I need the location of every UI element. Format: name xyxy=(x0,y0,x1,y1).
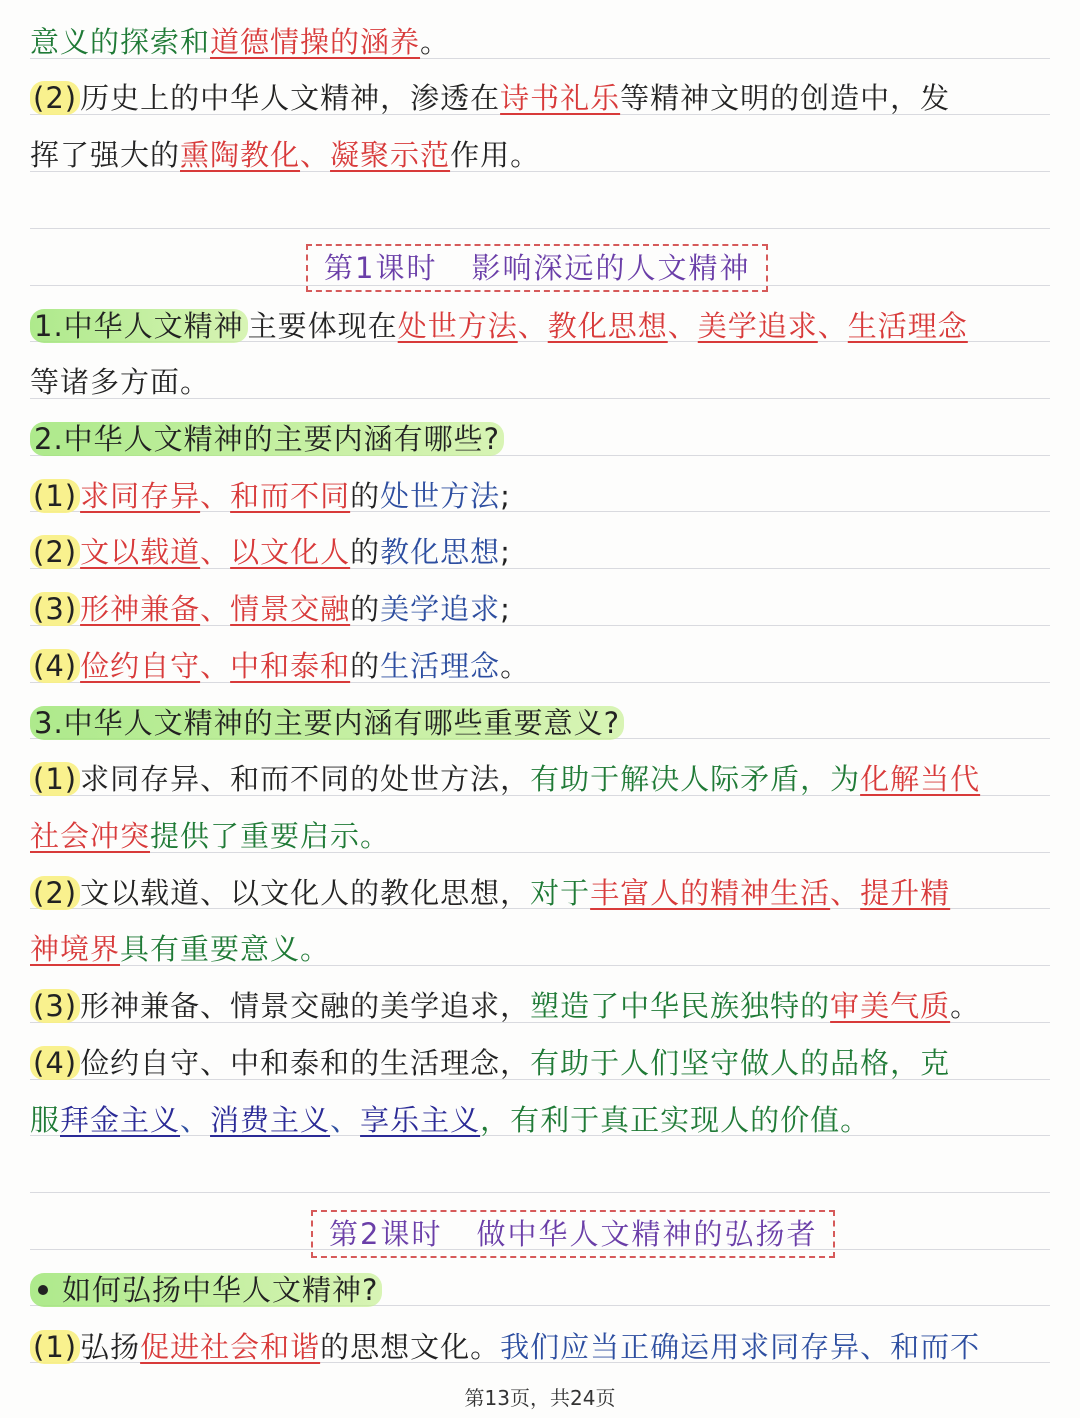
item-number: (1) xyxy=(30,1330,80,1364)
text-span: 、 xyxy=(817,309,848,343)
text-line xyxy=(30,759,1052,799)
item-number: (1) xyxy=(30,762,80,796)
key-term: 形神兼备 xyxy=(80,592,201,626)
text-span: ; xyxy=(500,592,511,626)
key-term: 道德情操的涵养 xyxy=(210,25,421,59)
text-span: 、 xyxy=(830,876,861,910)
lesson-number: 第1课时 xyxy=(324,251,438,285)
key-term: 拜金主义 xyxy=(60,1103,181,1137)
text-span: 俭约自守、中和泰和的生活理念， xyxy=(80,1046,531,1080)
key-term: 审美气质 xyxy=(830,989,951,1023)
text-span: 、 xyxy=(517,309,548,343)
text-span: ; xyxy=(500,479,511,513)
question-heading: 1.中华人文精神 xyxy=(30,309,248,343)
key-term: 教化思想 xyxy=(547,309,668,343)
text-line xyxy=(30,1100,1052,1140)
text-span: 等精神文明的创造中，发 xyxy=(620,81,951,115)
text-span: 、 xyxy=(330,1103,361,1137)
text-span: 的 xyxy=(350,592,381,626)
text-span: 生活理念 xyxy=(380,649,501,683)
text-line xyxy=(30,532,1052,572)
page-number: 第13页，共24页 xyxy=(464,1386,616,1410)
key-term: 化解当代 xyxy=(860,762,981,796)
text-span: 弘扬 xyxy=(80,1330,141,1364)
key-term: 以文化人 xyxy=(230,535,351,569)
text-span: 的思想文化。 xyxy=(320,1330,501,1364)
text-line xyxy=(30,873,1052,913)
text-line xyxy=(30,78,1052,118)
text-span: 塑造了中华民族独特的 xyxy=(530,989,831,1023)
text-line xyxy=(30,362,1052,402)
key-term: 俭约自守 xyxy=(80,649,201,683)
text-span: 有助于人们坚守做人的品格，克 xyxy=(530,1046,951,1080)
key-term: 社会冲突 xyxy=(30,819,151,853)
text-span: 、 xyxy=(200,592,231,626)
lesson-title-box xyxy=(311,1210,835,1258)
key-term: 消费主义 xyxy=(210,1103,331,1137)
key-term: 美学追求 xyxy=(697,309,818,343)
text-span: 意义的探索和 xyxy=(30,25,211,59)
text-span: 有助于解决人际矛盾，为 xyxy=(530,762,861,796)
bullet-icon xyxy=(38,1285,48,1295)
key-term: 丰富人的精神生活 xyxy=(590,876,831,910)
text-span: 我们应当正确运用求同存异、和而不 xyxy=(500,1330,981,1364)
key-term: 生活理念 xyxy=(847,309,968,343)
text-span: ; xyxy=(500,535,511,569)
key-term: 求同存异 xyxy=(80,479,201,513)
text-span: 等诸多方面。 xyxy=(30,365,211,399)
text-line xyxy=(30,929,1052,969)
lesson-title: 做中华人文精神的弘扬者 xyxy=(476,1217,818,1251)
text-span: 、 xyxy=(200,649,231,683)
text-span: 、 xyxy=(180,1103,211,1137)
key-term: 处世方法 xyxy=(397,309,518,343)
text-span: 挥了强大的 xyxy=(30,138,181,172)
item-number: (2) xyxy=(30,535,80,569)
item-number: (2) xyxy=(30,876,80,910)
key-term: 熏陶教化 xyxy=(180,138,301,172)
text-span: 作用。 xyxy=(450,138,541,172)
text-span: 的 xyxy=(350,649,381,683)
text-span: 。 xyxy=(420,25,451,59)
text-line xyxy=(30,816,1052,856)
ruled-line xyxy=(30,228,1050,229)
key-term: 情景交融 xyxy=(230,592,351,626)
key-term: 诗书礼乐 xyxy=(500,81,621,115)
text-span: 、 xyxy=(300,138,331,172)
text-span: 、 xyxy=(667,309,698,343)
text-span: 具有重要意义。 xyxy=(120,932,331,966)
text-line xyxy=(30,419,1052,459)
text-span: 处世方法 xyxy=(380,479,501,513)
key-term: 和而不同 xyxy=(230,479,351,513)
text-line xyxy=(30,589,1052,629)
lesson-number: 第2课时 xyxy=(329,1217,443,1251)
text-span: 美学追求 xyxy=(380,592,501,626)
ruled-line xyxy=(30,1192,1050,1193)
text-line xyxy=(30,703,1052,743)
text-span: 。 xyxy=(950,989,981,1023)
text-span: 。 xyxy=(500,649,531,683)
key-term: 享乐主义 xyxy=(360,1103,481,1137)
item-number: (4) xyxy=(30,649,80,683)
text-span: 求同存异、和而不同的处世方法， xyxy=(80,762,531,796)
item-number: (2) xyxy=(30,81,80,115)
lesson-title-box xyxy=(306,244,768,292)
text-line xyxy=(30,476,1052,516)
text-line xyxy=(30,306,1052,346)
text-span: 、 xyxy=(200,479,231,513)
text-span: 的 xyxy=(350,535,381,569)
key-term: 文以载道 xyxy=(80,535,201,569)
item-number: (4) xyxy=(30,1046,80,1080)
key-term: 凝聚示范 xyxy=(330,138,451,172)
text-line xyxy=(30,1270,1052,1310)
item-number: (1) xyxy=(30,479,80,513)
text-span: 服 xyxy=(30,1103,61,1137)
item-number: (3) xyxy=(30,989,80,1023)
text-line xyxy=(30,1043,1052,1083)
text-span: 主要体现在 xyxy=(247,309,398,343)
text-span: 历史上的中华人文精神，渗透在 xyxy=(80,81,501,115)
question-heading: 3.中华人文精神的主要内涵有哪些重要意义? xyxy=(30,706,624,740)
text-span: 的 xyxy=(350,479,381,513)
question-heading xyxy=(30,1273,382,1307)
text-line xyxy=(30,986,1052,1026)
text-span: 提供了重要启示。 xyxy=(150,819,391,853)
text-line xyxy=(30,135,1052,175)
text-line xyxy=(30,646,1052,686)
text-span: 形神兼备、情景交融的美学追求， xyxy=(80,989,531,1023)
text-span: 教化思想 xyxy=(380,535,501,569)
item-number: (3) xyxy=(30,592,80,626)
text-line xyxy=(30,22,1052,62)
key-term: 中和泰和 xyxy=(230,649,351,683)
text-span: 文以载道、以文化人的教化思想， xyxy=(80,876,531,910)
text-span: 如何弘扬中华人文精神? xyxy=(62,1273,379,1307)
text-line xyxy=(30,1327,1052,1367)
text-span: ，有利于真正实现人的价值。 xyxy=(480,1103,871,1137)
lesson-title: 影响深远的人文精神 xyxy=(471,251,751,285)
key-term: 促进社会和谐 xyxy=(140,1330,321,1364)
question-heading: 2.中华人文精神的主要内涵有哪些? xyxy=(30,422,504,456)
key-term: 提升精 xyxy=(860,876,951,910)
text-span: 对于 xyxy=(530,876,591,910)
key-term: 神境界 xyxy=(30,932,121,966)
text-span: 、 xyxy=(200,535,231,569)
